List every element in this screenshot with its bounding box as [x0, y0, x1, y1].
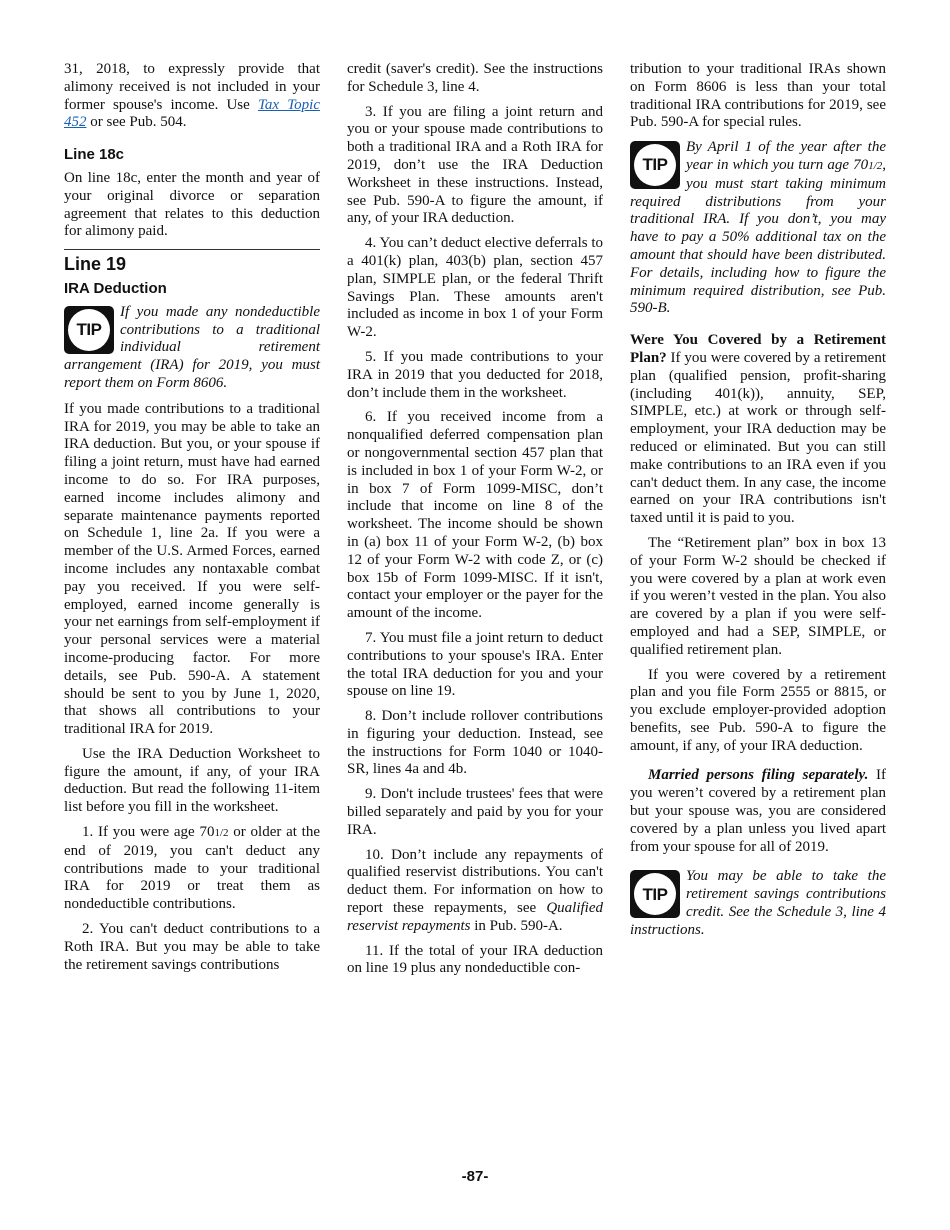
paragraph-married-filing-separately: Married persons filing separately. If you weren’t covered by a retirement plan but your spouse was, you are considered covered by a plan unless you lived apart from your spouse for all of 2019.	[630, 767, 886, 855]
list-item-8: 8. Don’t include rollover contributions in figuring your deduction. Instead, see the instructions for Form 1040 or 1040-SR, lines 4a and 4b.	[347, 708, 603, 778]
tip-icon: TIP	[630, 141, 680, 189]
list-item-1: 1. If you were age 701/2 or older at the end of 2019, you can't deduct any contributions made to your traditional IRA for 2019 or treat them as nondeductible contributions.	[64, 824, 321, 913]
tip-box-savers-credit: TIP You may be able to take the retirement savings contributions credit. See the Schedule 3, line 4 instructions.	[630, 868, 886, 938]
list-item-5: 5. If you made contributions to your IRA in 2019 that you deducted for 2018, don’t include them in the worksheet.	[347, 348, 603, 401]
tax-topic-452-link[interactable]: Tax Topic 452	[64, 96, 320, 131]
section-divider	[64, 249, 320, 250]
paragraph-ira-contributions: If you made contributions to a traditional IRA for 2019, you may be able to take an IRA deduction. But you, or your spouse if filing a joint return, must have had earned income to do so. For IRA purposes, earned income includes alimony and separate maintenance payments reported on Schedule 1, line 2a. If you were a member of the U.S. Armed Forces, earned income includes any nontaxable combat pay you received. If you were self-employed, earned income generally is your net earnings from self-employment if your personal services were a material income-producing factor. For more details, see Pub. 590-A. A statement should be sent to you by June 1, 2020, that shows all contributions to your traditional IRA for 2019.	[64, 400, 320, 738]
list-item-7: 7. You must file a joint return to deduct contributions to your spouse's IRA. Enter the total IRA deduction for you and your spouse on line 19.	[347, 629, 603, 700]
list-item-6: 6. If you received income from a nonqualified deferred compensation plan or nongovernmental section 457 plan that is included in box 1 of your Form W-2, or in box 7 of Form 1099-MISC, don’t include that income on line 8 of the worksheet. The income should be shown in (a) box 11 of your Form W-2, (b) box 12 of your Form W-2 with code Z, or (c) box 15b of Form 1099-MISC. If it isn't, contact your employer or the payer for the amount of the income.	[347, 409, 603, 622]
tip-icon: TIP	[64, 306, 114, 354]
list-item-10: 10. Don’t include any repayments of qualified reservist distributions. You can't deduct them. For information on how to report these repayments, see Qualified reservist repayments in Pub. 590-A.	[347, 846, 603, 934]
paragraph-form-2555: If you were covered by a retirement plan and you file Form 2555 or 8815, or you exclude employer-provided adoption benefits, see Pub. 590-A to figure the amount, if any, of your IRA deduction.	[630, 666, 886, 754]
column-middle	[347, 61, 603, 985]
paragraph-worksheet-intro: Use the IRA Deduction Worksheet to figure the amount, if any, of your IRA deduction. But read the following 11-item list before you fill in the worksheet.	[64, 745, 320, 816]
list-item-9: 9. Don't include trustees' fees that were billed separately and paid by you for your IRA.	[347, 786, 603, 838]
list-item-2-continued: credit (saver's credit). See the instructions for Schedule 3, line 4.	[347, 61, 603, 95]
paragraph-alimony-continued: 31, 2018, to expressly provide that alimony received is not included in your former spouse's income. Use Tax Topic 452 or see Pub. 504.	[64, 61, 320, 131]
heading-covered-by-plan: Were You Covered by a Retirement Plan?	[630, 332, 886, 366]
list-item-11-continued: tribution to your traditional IRAs shown on Form 8606 is less than your total traditional IRA contributions for 2019, see Pub. 590-A for special rules.	[630, 61, 886, 131]
list-item-2: 2. You can't deduct contributions to a Roth IRA. But you may be able to take the retirement savings contributions	[64, 921, 320, 973]
tip-box-required-distributions: TIP By April 1 of the year after the year in which you turn age 701/2, you must start taking minimum required distributions from your traditional IRA. If you don’t, you may have to pay a 50% additional tax on the amount that should have been distributed. For details, including how to figure the minimum required distribution, see Pub. 590-B.	[630, 139, 886, 317]
column-right	[630, 61, 886, 948]
list-item-3: 3. If you are filing a joint return and you or your spouse made contributions to both a traditional IRA and a Roth IRA for 2019, don’t use the IRA Deduction Worksheet in these instructions. Instead, see Pub. 590-A to figure the amount, if any, of your IRA deduction.	[347, 103, 603, 227]
paragraph-covered-by-plan: Were You Covered by a Retirement Plan? If you were covered by a retirement plan (qualified pension, profit-sharing (including 401(k)), annuity, SEP, SIMPLE, etc.) at work or through self-employment, your IRA deduction may be reduced or eliminated. But you can still make contributions to an IRA even if you can't deduct them. In any case, the income earned on your IRA contributions isn't taxed until it is paid to you.	[630, 332, 886, 527]
paragraph-box-13: The “Retirement plan” box in box 13 of your Form W-2 should be checked if you were covered by a plan at work even if you weren’t vested in the plan. You also are covered by a plan if you were self-employed and had a SEP, SIMPLE, or qualified retirement plan.	[630, 534, 886, 658]
paragraph-line-18c: On line 18c, enter the month and year of your original divorce or separation agreement that relates to this deduction for alimony paid.	[64, 169, 320, 240]
heading-married-filing-separately: Married persons filing separately.	[648, 767, 869, 784]
tip-icon: TIP	[630, 870, 680, 918]
heading-line-18c: Line 18c	[64, 146, 125, 164]
list-item-11: 11. If the total of your IRA deduction on line 19 plus any nondeductible con-	[347, 942, 603, 977]
tip-box-nondeductible	[64, 304, 320, 393]
page-number: -87-	[461, 1168, 489, 1185]
heading-line-19: Line 19	[64, 254, 127, 275]
list-item-4: 4. You can’t deduct elective deferrals to a 401(k) plan, 403(b) plan, section 457 plan, SIMPLE plan, or the federal Thrift Savings Plan. These amounts aren't included as income in box 1 of your Form W-2.	[347, 235, 603, 341]
column-left	[64, 61, 320, 981]
subheading-ira-deduction: IRA Deduction	[64, 279, 167, 297]
tip-text: If you made any nondeductible contributions to a traditional individual retirement arrangement (IRA) for 2019, you must report them on Form 8606.	[64, 303, 320, 391]
